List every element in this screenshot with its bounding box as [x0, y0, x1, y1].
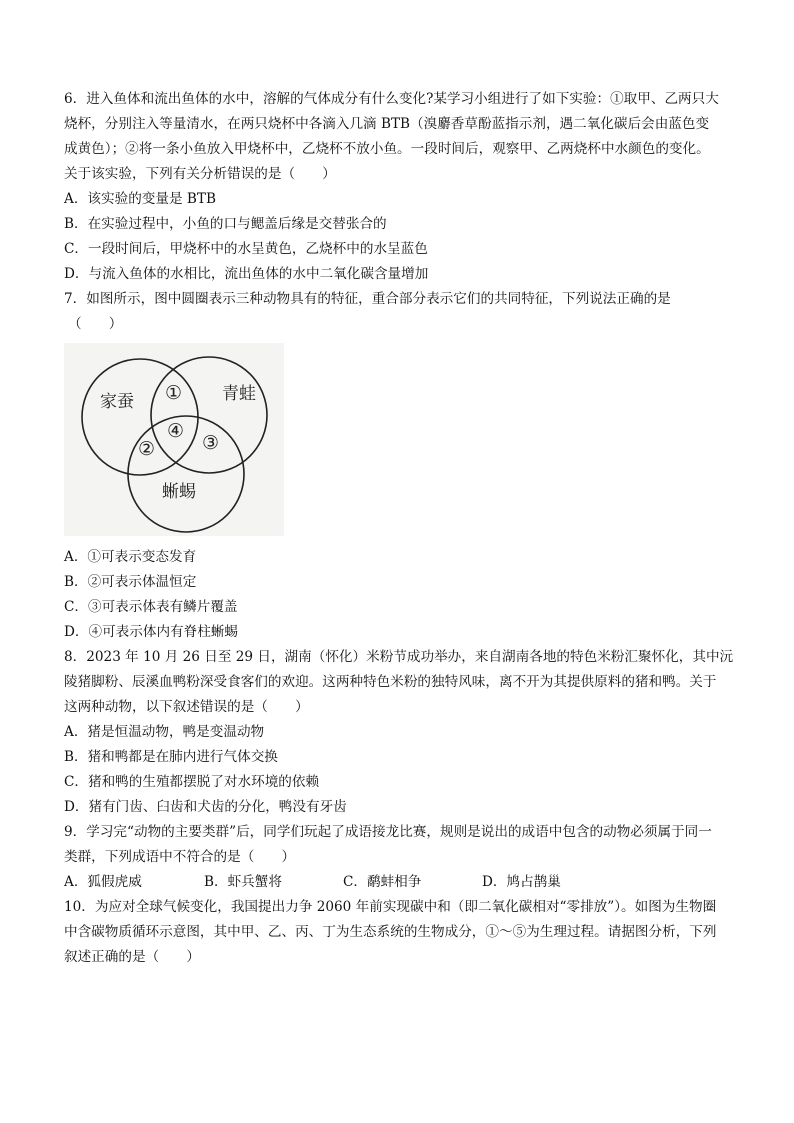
q7-option-a: A．①可表示变态发育: [64, 549, 197, 565]
q6-stem-line-2: 烧杯，分别注入等量清水，在两只烧杯中各滴入几滴 BTB（溴麝香草酚蓝指示剂，遇二氧化碳后会由蓝色变: [64, 116, 710, 132]
q9-stem-line-2: 类群，下列成语中不符合的是（ ）: [64, 849, 296, 865]
q10-stem-line-1: 10．为应对全球气候变化，我国提出力争 2060 年前实现碳中和（即二氧化碳相对“零排放”）。如图为生物圈: [64, 899, 717, 915]
venn-diagram-figure: [64, 343, 284, 536]
venn-region-1: ①: [165, 382, 183, 404]
venn-label-lizard: 蜥蜴: [162, 482, 196, 502]
q9-stem-line-1: 9．学习完“动物的主要类群”后，同学们玩起了成语接龙比赛，规则是说出的成语中包含的动物必须属于同一: [64, 824, 712, 840]
q7-option-c: C．③可表示体表有鳞片覆盖: [64, 599, 238, 615]
q7-option-d: D．④可表示体内有脊柱蜥蜴: [64, 624, 239, 640]
venn-region-2: ②: [138, 438, 156, 460]
q8-stem-line-1: 8．2023 年 10 月 26 日至 29 日，湖南（怀化）米粉节成功举办，来自湖南各地的特色米粉汇聚怀化，其中沅: [64, 649, 734, 665]
venn-circle-frog: [151, 357, 267, 473]
q8-stem-line-2: 陵猪脚粉、辰溪血鸭粉深受食客们的欢迎。这两种特色米粉的独特风味，离不开为其提供原料的猪和鸭。关于: [64, 674, 717, 690]
venn-label-frog: 青蛙: [222, 384, 256, 404]
q6-option-c: C．一段时间后，甲烧杯中的水呈黄色，乙烧杯中的水呈蓝色: [64, 241, 428, 257]
q7-option-b: B．②可表示体温恒定: [64, 574, 197, 590]
q6-option-a: A．该实验的变量是 BTB: [64, 191, 216, 207]
q9-option-a: A．狐假虎威: [64, 874, 142, 890]
q8-stem-line-3: 这两种动物，以下叙述错误的是（ ）: [64, 699, 309, 715]
q9-option-c: C．鹬蚌相争: [343, 874, 422, 890]
venn-label-silkworm: 家蚕: [100, 392, 134, 412]
q6-option-d: D．与流入鱼体的水相比，流出鱼体的水中二氧化碳含量增加: [64, 266, 429, 282]
q6-stem-line-1: 6．进入鱼体和流出鱼体的水中，溶解的气体成分有什么变化?某学习小组进行了如下实验：①取甲、乙两只大: [64, 91, 719, 107]
q6-stem-line-4: 关于该实验，下列有关分析错误的是（ ）: [64, 166, 336, 182]
venn-region-3: ③: [202, 432, 220, 454]
q10-stem-line-2: 中含碳物质循环示意图，其中甲、乙、丙、丁为生态系统的生物成分，①～⑤为生理过程。请据图分析，下列: [64, 924, 717, 940]
q6-stem-line-3: 成黄色）；②将一条小鱼放入甲烧杯中，乙烧杯不放小鱼。一段时间后，观察甲、乙两烧杯中水颜色的变化。: [64, 141, 710, 157]
q8-option-d: D．猪有门齿、臼齿和犬齿的分化，鸭没有牙齿: [64, 799, 347, 815]
q6-option-b: B．在实验过程中，小鱼的口与鳃盖后缘是交替张合的: [64, 216, 387, 232]
q9-option-b: B．虾兵蟹将: [204, 874, 282, 890]
q8-option-b: B．猪和鸭都是在肺内进行气体交换: [64, 749, 278, 765]
q9-options-row: [64, 873, 744, 891]
q7-stem-line-2: （ ）: [68, 316, 123, 332]
venn-region-4: ④: [167, 420, 185, 442]
q8-option-c: C．猪和鸭的生殖都摆脱了对水环境的依赖: [64, 774, 320, 790]
q7-stem-line-1: 7．如图所示，图中圆圈表示三种动物具有的特征，重合部分表示它们的共同特征，下列说法正确的是: [64, 291, 671, 307]
q9-option-d: D．鸠占鹊巢: [482, 874, 561, 890]
q8-option-a: A．猪是恒温动物，鸭是变温动物: [64, 724, 265, 740]
q10-stem-line-3: 叙述正确的是（ ）: [64, 949, 200, 965]
